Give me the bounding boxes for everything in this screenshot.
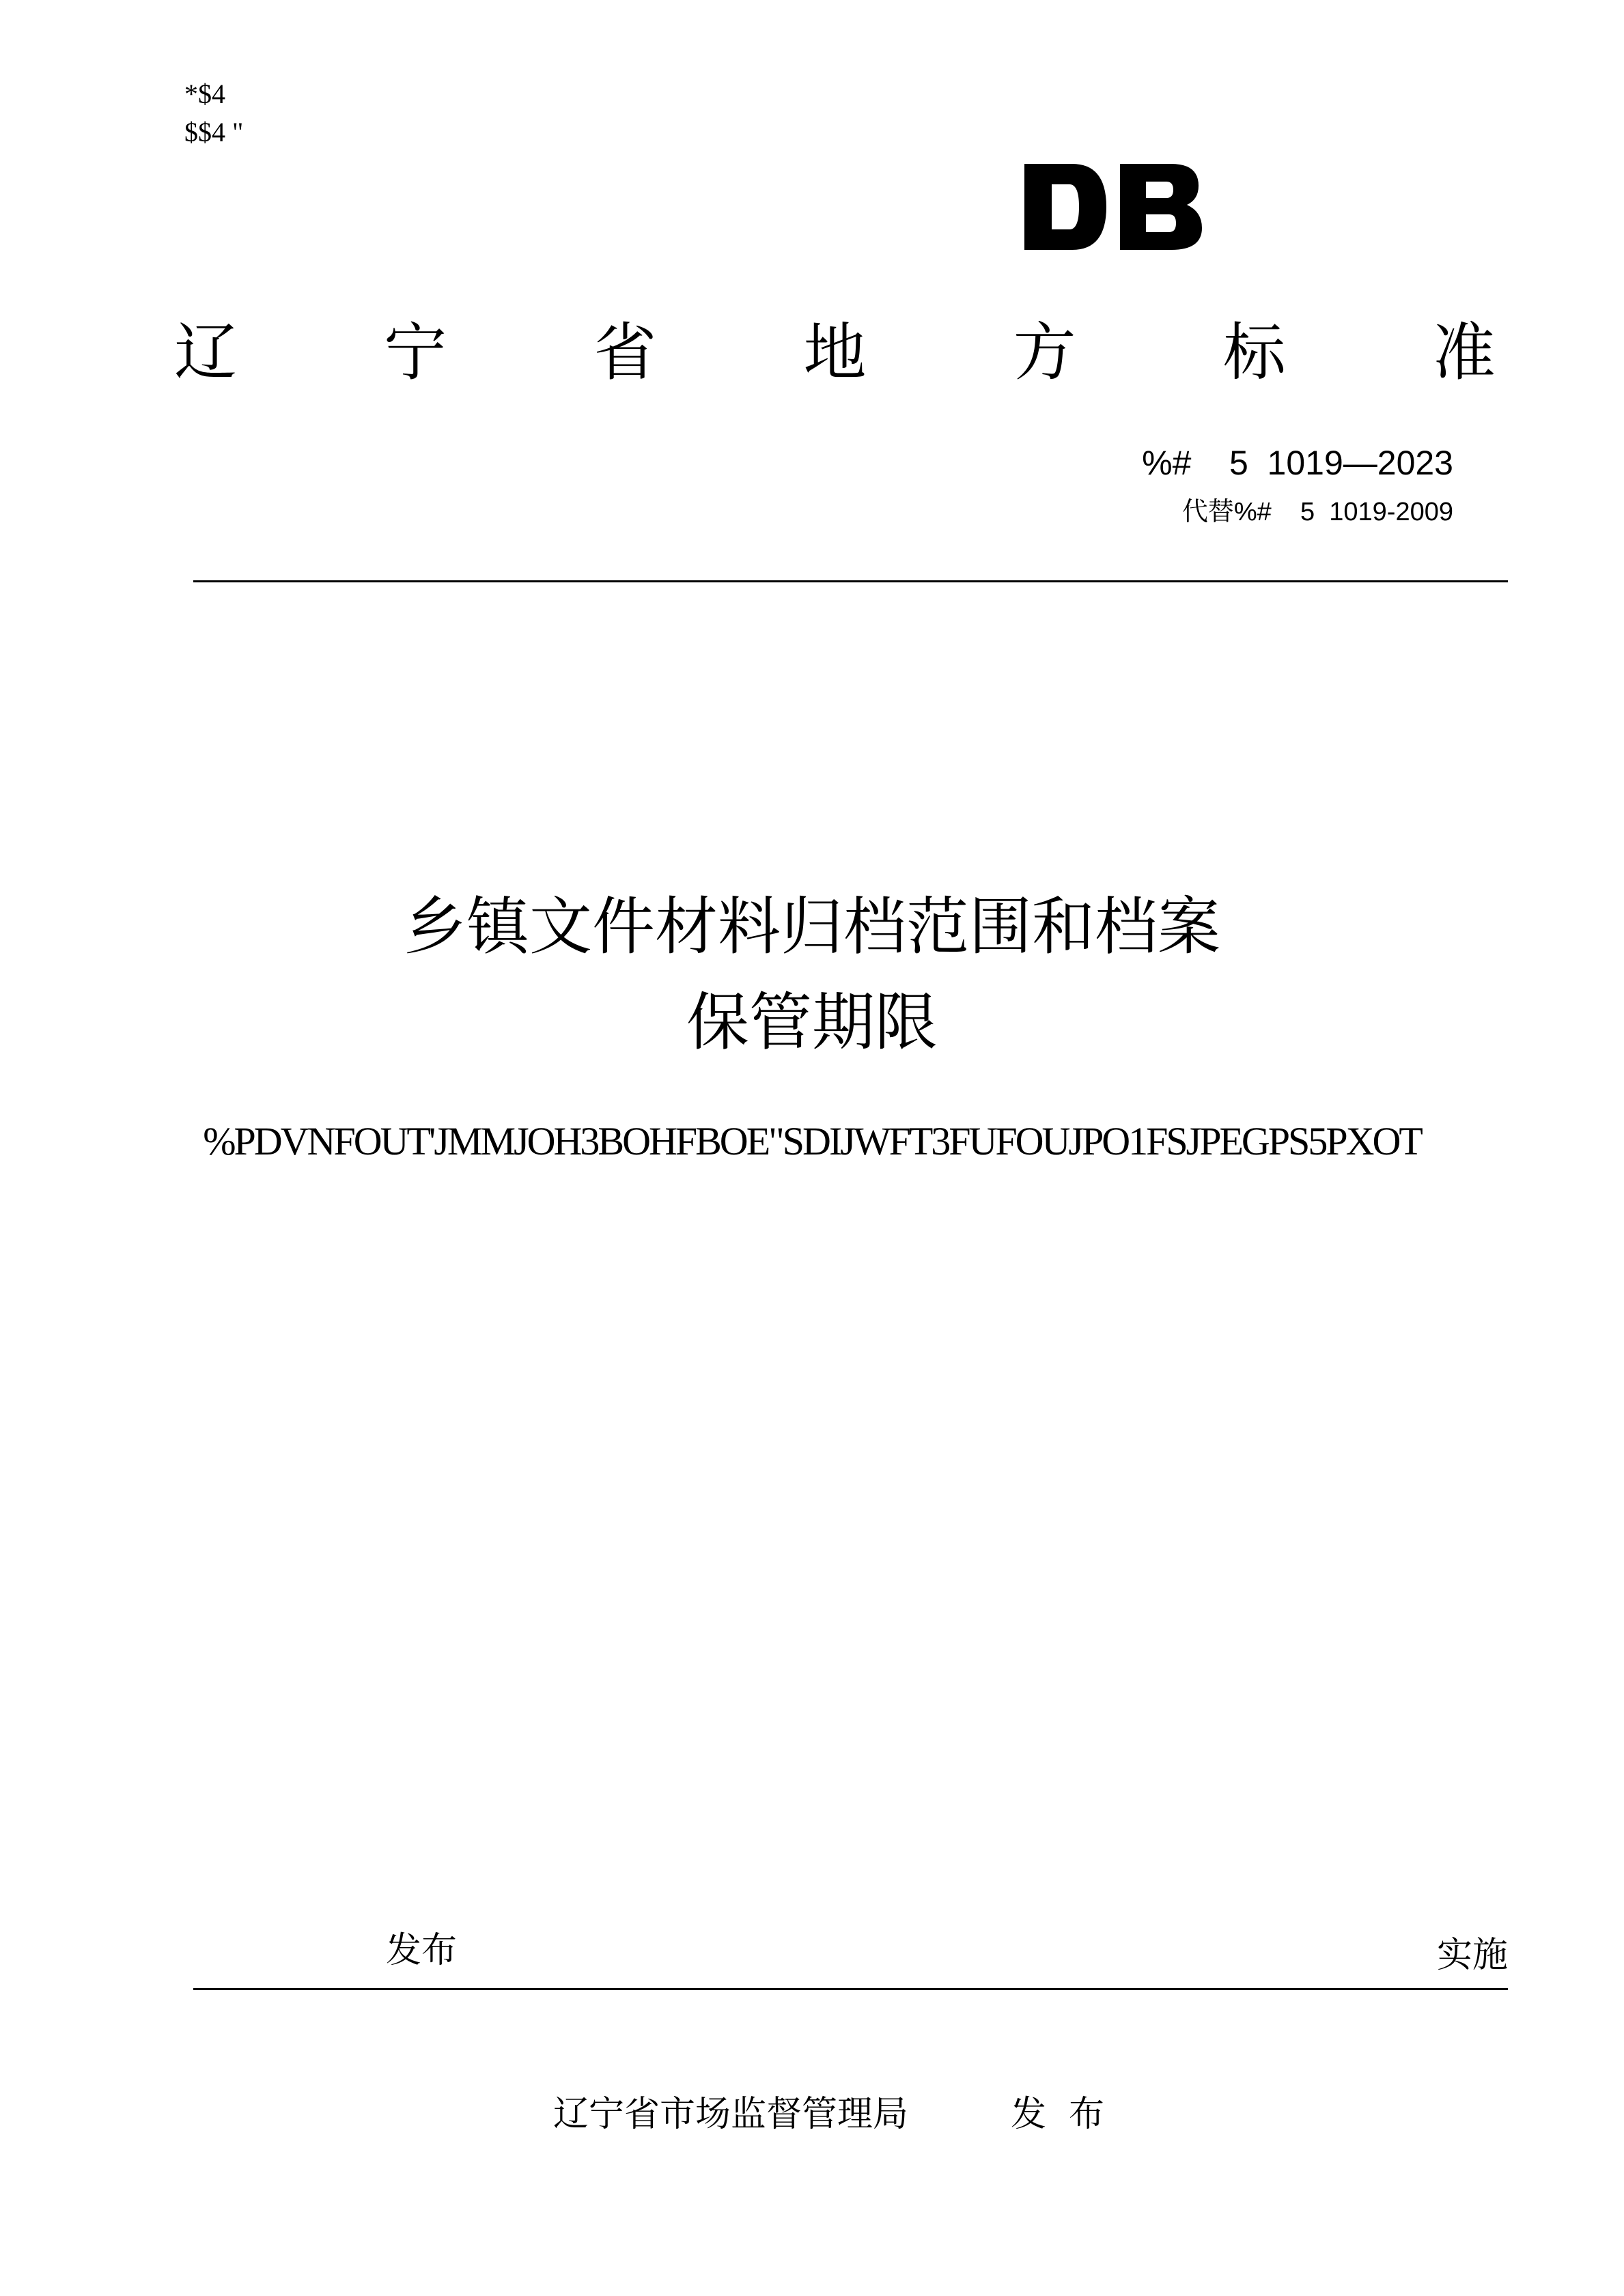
ccs-code: $$4 " bbox=[184, 117, 244, 147]
category-char: 宁 bbox=[384, 316, 447, 389]
document-title-line1: 乡镇文件材料归档范围和档案 bbox=[403, 890, 1220, 963]
db-logo bbox=[1024, 164, 1202, 250]
english-title: %PDVNFOUT'JMMJOH3BOHFBOE"SDIJWFT3FUFOUJPO1FSJPEGPS5PXOT bbox=[203, 1119, 1421, 1163]
issuing-authority: 辽宁省市场监督管理局 bbox=[553, 2094, 909, 2135]
category-char: 辽 bbox=[174, 316, 238, 389]
replaced-standard-number: 代替%# 5 1019-2009 bbox=[1181, 498, 1453, 526]
document-title-line2: 保管期限 bbox=[686, 986, 938, 1059]
category-char: 省 bbox=[593, 316, 657, 389]
ics-code: *$4 bbox=[184, 79, 225, 109]
bottom-divider bbox=[193, 1988, 1508, 1990]
top-divider bbox=[193, 580, 1508, 582]
category-char: 准 bbox=[1432, 316, 1496, 389]
publish-date-label: 发布 bbox=[386, 1930, 458, 1971]
category-char: 方 bbox=[1013, 316, 1076, 389]
category-char: 地 bbox=[803, 316, 867, 389]
standard-category-title bbox=[174, 315, 1496, 391]
standard-number: %# 5 1019—2023 bbox=[1142, 444, 1453, 482]
implement-date-label: 实施 bbox=[1436, 1935, 1508, 1976]
classification-codes bbox=[184, 75, 243, 152]
category-char: 标 bbox=[1222, 316, 1286, 389]
issuing-action: 发 布 bbox=[1011, 2094, 1105, 2135]
